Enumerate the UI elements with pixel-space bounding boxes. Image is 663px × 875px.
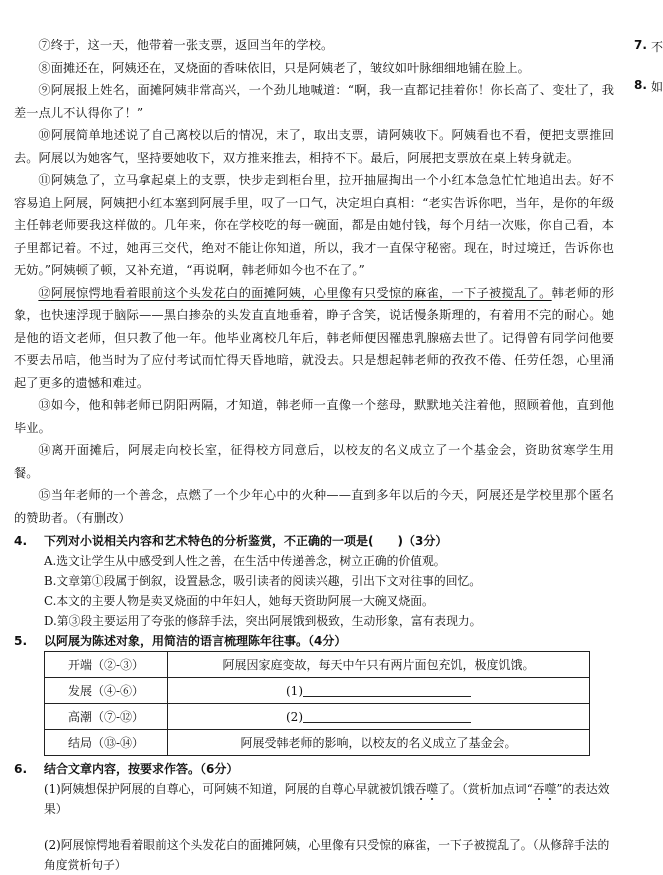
sub-text: 了。（赏析加点词“ [438,782,533,796]
blank-label: (1) [286,683,303,698]
paragraph-number: ⑫ [38,285,51,300]
question-4 [14,531,614,551]
sub-question-2: (2)阿展惊愕地看着眼前这个头发花白的面摊阿姨，心里像有只受惊的麻雀，一下子被搅乱了。（从修辞手法的角度赏析句子） [44,838,610,872]
paragraph-text: 阿展报上姓名，面摊阿姨非常高兴，一个劲儿地喊道：“啊，我一直都记挂着你！你长高了、变壮了，我差一点儿不认得你了！” [14,83,614,120]
stage-cell: 开端（②-③） [45,652,168,678]
plot-table [44,651,590,756]
paragraph-text: 韩老师的形象，也快速浮现于脑际——黑白掺杂的头发直直地垂着，睁子含笑，说话慢条斯理的，有着用不完的耐心。她是他的语文老师，但只教了他一年。他毕业离校几年后，韩老师便因罹患乳腺癌去世了。记得曾有同学问他要不要去吊唁，他当时为了应付考试而忙得天昏地暗，就没去。只是想起韩老师的孜孜不倦、任劳任怨，心里涌起了更多的遗憾和难过。 [14,285,615,390]
paragraph-10 [14,124,614,169]
paragraph-number: ⑭ [38,443,52,457]
paragraph-number: ⑨ [38,83,51,97]
side-num: 7. [634,38,647,52]
reading-passage [14,34,614,875]
stage-cell: 结局（⑬-⑭） [45,730,168,756]
paragraph-number: ⑮ [38,488,51,502]
content-cell: 阿展因家庭变故，每天中午只有两片面包充饥，极度饥饿。 [168,652,590,678]
option-b: B.文章第①段属于倒叙，设置悬念，吸引读者的阅读兴趣，引出下文对往事的回忆。 [44,574,482,588]
paragraph-14 [14,439,614,484]
paragraph-number: ⑦ [38,38,51,52]
answer-cell[interactable] [168,704,590,730]
table-row [45,704,590,730]
paragraph-15 [14,484,614,529]
option-d: D.第③段主要运用了夸张的修辞手法，突出阿展饿到极致，生动形象，富有表现力。 [44,614,482,628]
emphasis-char: 噬 [426,782,439,796]
answer-space[interactable] [14,819,614,835]
side-question-8 [634,78,663,94]
dotted-word [533,782,557,796]
paragraph-number: ⑬ [38,398,51,412]
question-stem: 结合文章内容，按要求作答。（6分） [44,762,239,776]
option-c: C.本文的主要人物是卖叉烧面的中年妇人，她每天资助阿展一大碗叉烧面。 [44,594,434,608]
paragraph-text: 如今，他和韩老师已阴阳两隔，才知道，韩老师一直像一个慈母，默默地关注着他，照顾着他，直到他毕业。 [14,398,615,435]
sub-text: (1)阿姨想保护阿展的自尊心，可阿姨不知道，阿展的自尊心早就被饥饿 [44,782,415,796]
stage-cell: 高潮（⑦-⑫） [45,704,168,730]
underlined-sentence [38,286,551,300]
paragraph-text: 终于，这一天，他带着一张支票，返回当年的学校。 [50,38,334,52]
side-question-7 [634,38,663,54]
underlined-text: 阿展惊愕地看着眼前这个头发花白的面摊阿姨，心里像有只受惊的麻雀，一下子被搅乱了。 [50,285,552,300]
question-6 [14,759,614,779]
table-row [45,730,590,756]
sub-question-1 [14,779,614,819]
answer-blank[interactable] [303,710,471,723]
paragraph-number: ⑪ [38,173,51,187]
content-cell: 阿展受韩老师的影响，以校友的名义成立了基金会。 [168,730,590,756]
side-fragment: 如 [651,80,663,94]
emphasis-char: 噬 [544,782,557,796]
paragraph-9 [14,79,614,124]
side-fragment: 不 [651,40,663,54]
question-number: 5. [14,634,28,648]
dotted-word [415,782,439,796]
paragraph-text: 阿展简单地述说了自己离校以后的情况，末了，取出支票，请阿姨收下。阿姨看也不看，便把支票推回去。阿展以为她客气，坚持要她收下，双方推来推去，相持不下。最后，阿展把支票放在桌上转身就走。 [14,128,615,165]
paragraph-8 [14,57,614,80]
stage-cell: 发展（④-⑥） [45,678,168,704]
answer-cell[interactable] [168,678,590,704]
answer-blank[interactable] [303,684,471,697]
side-num: 8. [634,78,647,92]
question-stem: 下列对小说相关内容和艺术特色的分析鉴赏，不正确的一项是( )（3分） [44,534,448,548]
paragraph-text: 阿姨急了，立马拿起桌上的支票，快步走到柜台里，拉开抽屉掏出一个小红本急急忙忙地追出去。好不容易追上阿展，阿姨把小红本塞到阿展手里，叹了一口气，决定坦白真相：“老实告诉你吧，当年，是你的年级主任韩老师要我这样做的。几年来，你在学校吃的每一碗面，都是由她付钱，每个月结一次账，你自己看，本子里都记着。不过，她再三交代，绝对不能让你知道，所以，我才一直保守秘密。现在，时过境迁，告诉你也无妨。”阿姨顿了顿，又补充道，“再说啊，韩老师如今也不在了。” [14,173,615,277]
sub-text: ”的表达效果） [44,782,610,816]
paragraph-text: 离开面摊后，阿展走向校长室，征得校方同意后，以校友的名义成立了一个基金会，资助贫寒学生用餐。 [14,443,614,480]
emphasis-char: 吞 [532,782,545,796]
table-row [45,678,590,704]
paragraph-number: ⑧ [38,60,51,75]
paragraph-13 [14,394,614,439]
question-5 [14,631,614,651]
option-a: A.选文让学生从中感受到人性之善，在生活中传递善念，树立正确的价值观。 [44,554,446,568]
question-number: 4. [14,534,28,548]
question-stem: 以阿展为陈述对象，用简洁的语言梳理陈年往事。（4分） [44,634,347,648]
paragraph-text: 面摊还在，阿姨还在，叉烧面的香味依旧，只是阿姨老了，皱纹如叶脉细细地铺在脸上。 [50,60,530,75]
paragraph-number: ⑩ [38,128,51,142]
paragraph-7 [14,34,614,57]
paragraph-12 [14,282,614,395]
emphasis-char: 吞 [414,782,427,796]
question-number: 6. [14,762,28,776]
paragraph-11 [14,169,614,282]
blank-label: (2) [286,709,303,724]
paragraph-text: 当年老师的一个善念，点燃了一个少年心中的火种——直到多年以后的今天，阿展还是学校里那个匿名的赞助者。（有删改） [14,488,614,525]
table-row [45,652,590,678]
